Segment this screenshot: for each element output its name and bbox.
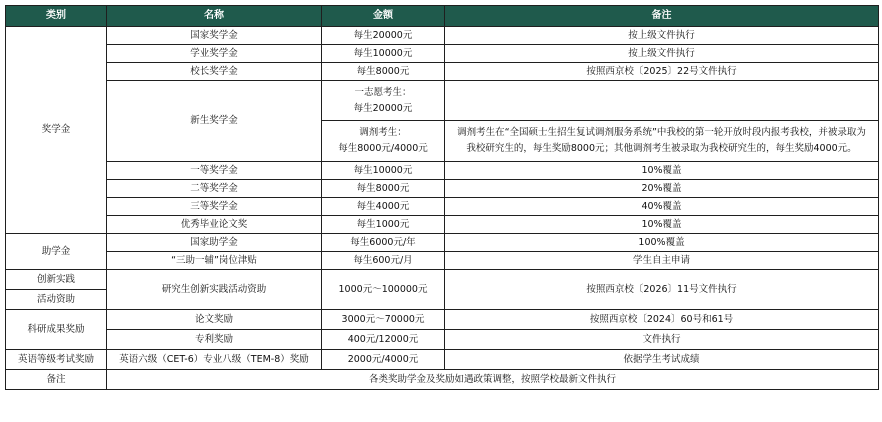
table-row bbox=[6, 234, 879, 252]
amount-cell: 1000元～100000元 bbox=[322, 270, 445, 310]
note-cell-adjusted bbox=[445, 121, 879, 162]
amount-cell: 每生4000元 bbox=[322, 198, 445, 216]
note-cell: 按照西京校〔2024〕60号和61号 bbox=[445, 310, 879, 330]
amount-line: 一志愿考生： bbox=[354, 86, 412, 98]
name-cell: 研究生创新实践活动资助 bbox=[107, 270, 322, 310]
name-cell: 国家助学金 bbox=[107, 234, 322, 252]
category-remark: 备注 bbox=[6, 370, 107, 390]
table-row bbox=[6, 370, 879, 390]
category-scholarship: 奖学金 bbox=[6, 27, 107, 234]
category-english: 英语等级考试奖励 bbox=[6, 350, 107, 370]
name-cell: 英语六级（CET-6）专业八级（TEM-8）奖励 bbox=[107, 350, 322, 370]
name-cell: 优秀毕业论文奖 bbox=[107, 216, 322, 234]
category-grant: 助学金 bbox=[6, 234, 107, 270]
amount-cell: 每生8000元 bbox=[322, 180, 445, 198]
note-cell: 按上级文件执行 bbox=[445, 27, 879, 45]
note-cell: 文件执行 bbox=[445, 330, 879, 350]
table-row bbox=[6, 270, 879, 290]
table-header-row bbox=[6, 6, 879, 27]
note-line: 调剂考生在“全国硕士生招生复试调剂服务系统”中我校的第一轮开放时段内报考我校，并被录取为 bbox=[457, 127, 866, 138]
name-cell: 三等奖学金 bbox=[107, 198, 322, 216]
name-cell: 论文奖励 bbox=[107, 310, 322, 330]
amount-cell: 每生10000元 bbox=[322, 162, 445, 180]
amount-cell: 3000元～70000元 bbox=[322, 310, 445, 330]
table-row bbox=[6, 180, 879, 198]
note-cell: 20%覆盖 bbox=[445, 180, 879, 198]
header-name: 名称 bbox=[107, 6, 322, 27]
header-category: 类别 bbox=[6, 6, 107, 27]
table-row bbox=[6, 162, 879, 180]
note-cell: 按照西京校〔2026〕11号文件执行 bbox=[445, 270, 879, 310]
note-cell: 按照西京校〔2025〕22号文件执行 bbox=[445, 63, 879, 81]
amount-cell-adjusted bbox=[322, 121, 445, 162]
amount-cell: 每生10000元 bbox=[322, 45, 445, 63]
amount-cell: 每生600元/月 bbox=[322, 252, 445, 270]
category-activity-funding: 活动资助 bbox=[6, 290, 107, 310]
note-cell: 学生自主申请 bbox=[445, 252, 879, 270]
name-cell: 国家奖学金 bbox=[107, 27, 322, 45]
note-cell: 依据学生考试成绩 bbox=[445, 350, 879, 370]
table-row bbox=[6, 252, 879, 270]
name-cell: “三助一辅”岗位津贴 bbox=[107, 252, 322, 270]
amount-line: 每生8000元/4000元 bbox=[338, 143, 428, 154]
table-row bbox=[6, 45, 879, 63]
note-cell: 10%覆盖 bbox=[445, 162, 879, 180]
amount-cell-first-choice bbox=[322, 81, 445, 121]
amount-cell: 2000元/4000元 bbox=[322, 350, 445, 370]
footer-note: 各类奖助学金及奖励如遇政策调整，按照学校最新文件执行 bbox=[107, 370, 879, 390]
name-cell: 新生奖学金 bbox=[107, 81, 322, 162]
table-row bbox=[6, 350, 879, 370]
note-cell: 10%覆盖 bbox=[445, 216, 879, 234]
amount-cell: 每生8000元 bbox=[322, 63, 445, 81]
name-cell: 专利奖励 bbox=[107, 330, 322, 350]
note-cell: 100%覆盖 bbox=[445, 234, 879, 252]
name-cell: 二等奖学金 bbox=[107, 180, 322, 198]
note-cell-empty bbox=[445, 81, 879, 121]
table-row bbox=[6, 63, 879, 81]
table-row bbox=[6, 27, 879, 45]
name-cell: 一等奖学金 bbox=[107, 162, 322, 180]
amount-cell: 每生6000元/年 bbox=[322, 234, 445, 252]
note-line: 我校研究生的，每生奖励8000元；其他调剂考生被录取为我校研究生的，每生奖励4000元。 bbox=[466, 143, 857, 154]
amount-cell: 400元/12000元 bbox=[322, 330, 445, 350]
amount-line: 调剂考生： bbox=[359, 127, 407, 138]
table-row bbox=[6, 330, 879, 350]
table-row bbox=[6, 81, 879, 121]
amount-cell: 每生20000元 bbox=[322, 27, 445, 45]
category-innovation-practice: 创新实践 bbox=[6, 270, 107, 290]
table-row bbox=[6, 310, 879, 330]
header-amount: 金额 bbox=[322, 6, 445, 27]
amount-line: 每生20000元 bbox=[353, 102, 413, 114]
table-row bbox=[6, 216, 879, 234]
name-cell: 校长奖学金 bbox=[107, 63, 322, 81]
note-cell: 40%覆盖 bbox=[445, 198, 879, 216]
scholarship-table bbox=[5, 5, 879, 390]
category-research: 科研成果奖励 bbox=[6, 310, 107, 350]
amount-cell: 每生1000元 bbox=[322, 216, 445, 234]
header-note: 备注 bbox=[445, 6, 879, 27]
note-cell: 按上级文件执行 bbox=[445, 45, 879, 63]
table-row bbox=[6, 198, 879, 216]
name-cell: 学业奖学金 bbox=[107, 45, 322, 63]
